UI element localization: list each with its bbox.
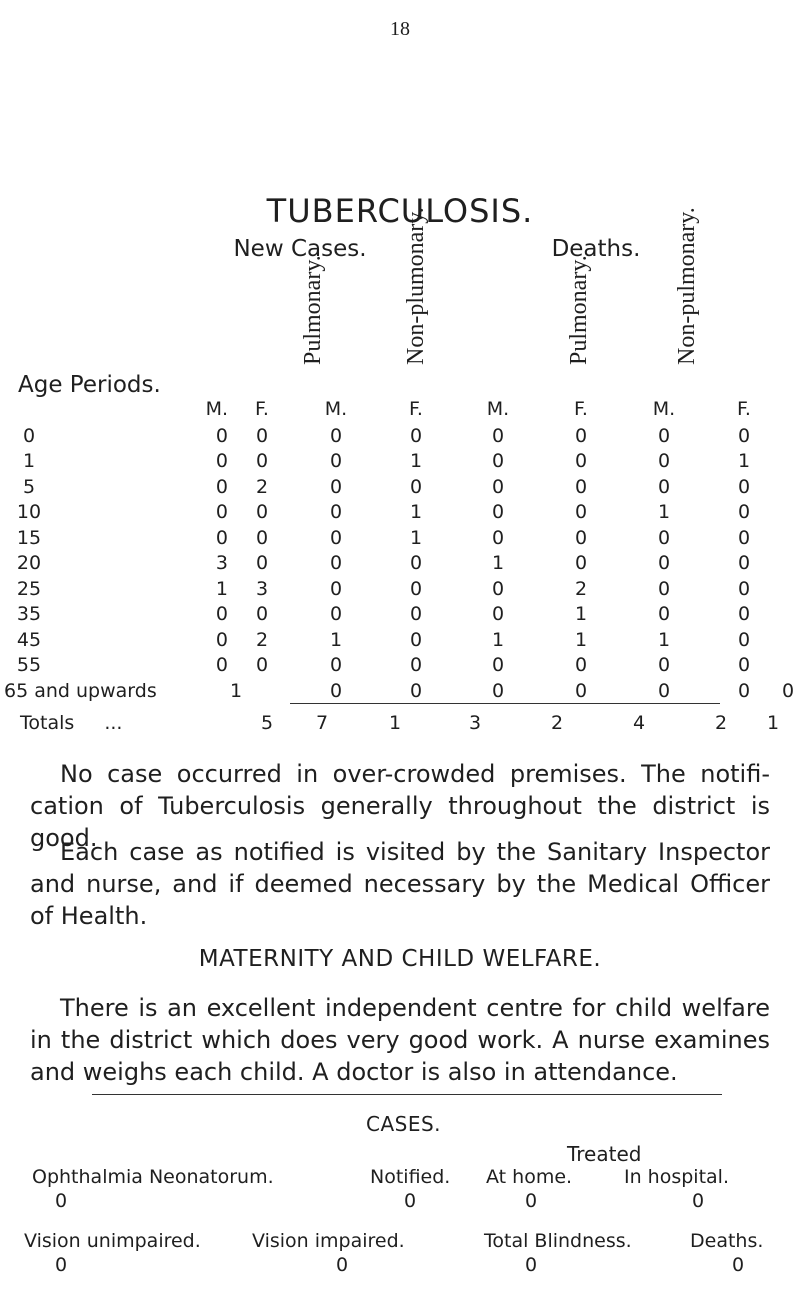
table-cell: 0 (657, 603, 671, 626)
table-cell: 0 (574, 654, 588, 677)
paragraph-line: Each case as notified is visited by the Sanitary Inspector (60, 838, 770, 866)
table-cell: 0 (491, 679, 505, 702)
deaths-value: 0 (732, 1254, 745, 1276)
total-value: 1 (388, 712, 402, 734)
sex-label: M. (652, 398, 676, 420)
table-cell: 0 (737, 475, 751, 498)
paragraph-line: of Health. (30, 902, 148, 930)
table-row (0, 678, 794, 704)
table-cell: 0 (657, 654, 671, 677)
table-cell: 0 (491, 475, 505, 498)
in-hospital-label: In hospital. (624, 1166, 730, 1188)
table-cell: 0 (215, 603, 228, 626)
table-cell: 0 (329, 450, 343, 473)
at-home-label: At home. (486, 1166, 573, 1188)
table-cell: 3 (255, 577, 269, 600)
table-cell: 0 (574, 552, 588, 575)
table-cell: 0 (255, 424, 269, 447)
age-period: 35 (16, 603, 42, 626)
in-hospital-value: 0 (692, 1190, 705, 1212)
table-row (0, 474, 794, 500)
table-row (0, 653, 794, 679)
table-cell: 1 (230, 679, 243, 702)
table-row (0, 449, 794, 475)
table-cell: 0 (409, 475, 423, 498)
table-cell: 0 (329, 679, 343, 702)
totals-dots: ... (104, 712, 123, 734)
table-cell: 0 (409, 577, 423, 600)
sex-label: F. (574, 398, 588, 420)
table-cell: 1 (409, 450, 423, 473)
new-pulmonary-header: Pulmonary. (300, 255, 326, 365)
paragraph-line: No case occurred in over-crowded premises. The notifi- (60, 760, 770, 788)
table-cell: 0 (782, 679, 795, 702)
notified-value: 0 (404, 1190, 417, 1212)
table-cell: 0 (329, 603, 343, 626)
age-period: 15 (16, 526, 42, 549)
table-cell: 1 (657, 628, 671, 651)
table-cell: 1 (329, 628, 343, 651)
sex-label: F. (409, 398, 423, 420)
sex-header-row (0, 395, 794, 423)
treated-header: Treated (567, 1142, 642, 1166)
table-cell: 0 (574, 475, 588, 498)
section-rule (92, 1094, 722, 1095)
total-value: 7 (315, 712, 329, 734)
totals-label (20, 712, 122, 734)
table-cell: 0 (737, 501, 751, 524)
table-cell: 0 (409, 628, 423, 651)
table-cell: 0 (657, 450, 671, 473)
deaths-header: Deaths. (551, 236, 641, 262)
table-cell: 0 (329, 501, 343, 524)
age-period: 45 (16, 628, 42, 651)
table-cell: 0 (737, 424, 751, 447)
table-cell: 1 (215, 577, 228, 600)
table-cell: 0 (737, 628, 751, 651)
total-blindness-value: 0 (525, 1254, 538, 1276)
paragraph-line: in the district which does very good work. A nurse examines (30, 1026, 770, 1054)
new-non-pulmonary-header: Non-plumonary. (403, 207, 429, 365)
table-cell: 2 (255, 628, 269, 651)
sex-label: M. (324, 398, 348, 420)
age-period: 25 (16, 577, 42, 600)
table-cell: 0 (215, 654, 228, 677)
sex-label: F. (255, 398, 269, 420)
table-cell: 0 (491, 501, 505, 524)
age-period: 0 (22, 424, 36, 447)
ophthalmia-value: 0 (55, 1190, 68, 1212)
table-cell: 1 (574, 628, 588, 651)
table-cell: 0 (657, 526, 671, 549)
total-value: 3 (468, 712, 482, 734)
table-row (0, 627, 794, 653)
table-row (0, 423, 794, 449)
notified-label: Notified. (370, 1166, 451, 1188)
new-cases-header: New Cases. (233, 236, 367, 262)
total-value: 2 (550, 712, 564, 734)
table-cell: 0 (574, 501, 588, 524)
table-cell: 1 (409, 501, 423, 524)
table-cell: 0 (215, 501, 228, 524)
table-cell: 0 (737, 577, 751, 600)
table-cell: 0 (255, 654, 269, 677)
table-cell: 0 (737, 552, 751, 575)
vision-unimpaired-value: 0 (55, 1254, 68, 1276)
table-cell: 0 (657, 475, 671, 498)
table-cell: 0 (657, 679, 671, 702)
age-period: 65 and upwards (4, 679, 157, 702)
age-period: 55 (16, 654, 42, 677)
table-cell: 0 (657, 577, 671, 600)
table-cell: 0 (329, 424, 343, 447)
vision-impaired-value: 0 (336, 1254, 349, 1276)
table-cell: 0 (491, 577, 505, 600)
totals-rule (290, 703, 720, 704)
table-cell: 0 (329, 552, 343, 575)
table-cell: 0 (409, 679, 423, 702)
ophthalmia-label: Ophthalmia Neonatorum. (32, 1166, 274, 1188)
table-cell: 0 (329, 654, 343, 677)
table-cell: 1 (574, 603, 588, 626)
table-cell: 0 (255, 603, 269, 626)
sex-label: F. (737, 398, 751, 420)
age-period: 20 (16, 552, 42, 575)
table-cell: 1 (491, 628, 505, 651)
table-row (0, 602, 794, 628)
table-cell: 0 (657, 552, 671, 575)
table-cell: 0 (491, 526, 505, 549)
age-period: 10 (16, 501, 42, 524)
maternity-title: MATERNITY AND CHILD WELFARE. (198, 946, 602, 972)
table-cell: 0 (737, 679, 751, 702)
table-cell: 1 (657, 501, 671, 524)
table-cell: 0 (409, 424, 423, 447)
table-row (0, 551, 794, 577)
table-cell: 0 (255, 450, 269, 473)
table-cell: 0 (491, 603, 505, 626)
page-number: 18 (390, 18, 410, 40)
at-home-value: 0 (525, 1190, 538, 1212)
table-cell: 0 (329, 526, 343, 549)
sex-label: M. (205, 398, 228, 420)
age-periods-label: Age Periods. (18, 372, 161, 398)
table-cell: 0 (329, 475, 343, 498)
table-cell: 0 (574, 526, 588, 549)
table-cell: 0 (491, 424, 505, 447)
table-row (0, 576, 794, 602)
table-cell: 1 (737, 450, 751, 473)
sex-label: M. (486, 398, 510, 420)
table-cell: 0 (215, 424, 228, 447)
deaths-label: Deaths. (690, 1230, 764, 1252)
age-period: 5 (22, 475, 36, 498)
table-cell: 0 (491, 450, 505, 473)
cases-header: CASES. (366, 1112, 442, 1136)
vision-unimpaired-label: Vision unimpaired. (24, 1230, 201, 1252)
table-cell: 0 (215, 475, 228, 498)
table-cell: 3 (215, 552, 228, 575)
deaths-pulmonary-header: Pulmonary. (566, 255, 592, 365)
tuberculosis-table (0, 395, 794, 704)
table-cell: 0 (409, 654, 423, 677)
table-cell: 0 (737, 526, 751, 549)
table-cell: 0 (737, 603, 751, 626)
table-cell: 2 (255, 475, 269, 498)
table-cell: 0 (409, 552, 423, 575)
table-cell: 1 (491, 552, 505, 575)
table-cell: 0 (491, 654, 505, 677)
total-value: 4 (632, 712, 646, 734)
total-value: 5 (260, 712, 274, 734)
age-period: 1 (22, 450, 36, 473)
tuberculosis-title: TUBERCULOSIS. (266, 192, 534, 230)
paragraph-line: cation of Tuberculosis generally throughout the district is good. (30, 792, 770, 852)
table-cell: 0 (329, 577, 343, 600)
table-cell: 2 (574, 577, 588, 600)
table-row (0, 525, 794, 551)
table-cell: 0 (574, 424, 588, 447)
table-cell: 0 (657, 424, 671, 447)
table-cell: 1 (409, 526, 423, 549)
table-cell: 0 (574, 450, 588, 473)
table-cell: 0 (737, 654, 751, 677)
table-cell: 0 (215, 526, 228, 549)
table-row (0, 500, 794, 526)
table-cell: 0 (215, 628, 228, 651)
table-cell: 0 (215, 450, 228, 473)
total-value: 2 (714, 712, 728, 734)
table-cell: 0 (255, 526, 269, 549)
total-value: 1 (766, 712, 780, 734)
table-cell: 0 (255, 501, 269, 524)
deaths-non-pulmonary-header: Non-pulmonary. (674, 207, 700, 365)
paragraph-line: and weighs each child. A doctor is also in attendance. (30, 1058, 678, 1086)
table-cell: 0 (574, 679, 588, 702)
table-cell: 0 (255, 552, 269, 575)
paragraph-line: There is an excellent independent centre for child welfare (60, 994, 770, 1022)
paragraph-line: and nurse, and if deemed necessary by the Medical Officer (30, 870, 770, 898)
vision-impaired-label: Vision impaired. (252, 1230, 405, 1252)
table-cell: 0 (409, 603, 423, 626)
totals-text: Totals (20, 712, 75, 734)
total-blindness-label: Total Blindness. (484, 1230, 632, 1252)
